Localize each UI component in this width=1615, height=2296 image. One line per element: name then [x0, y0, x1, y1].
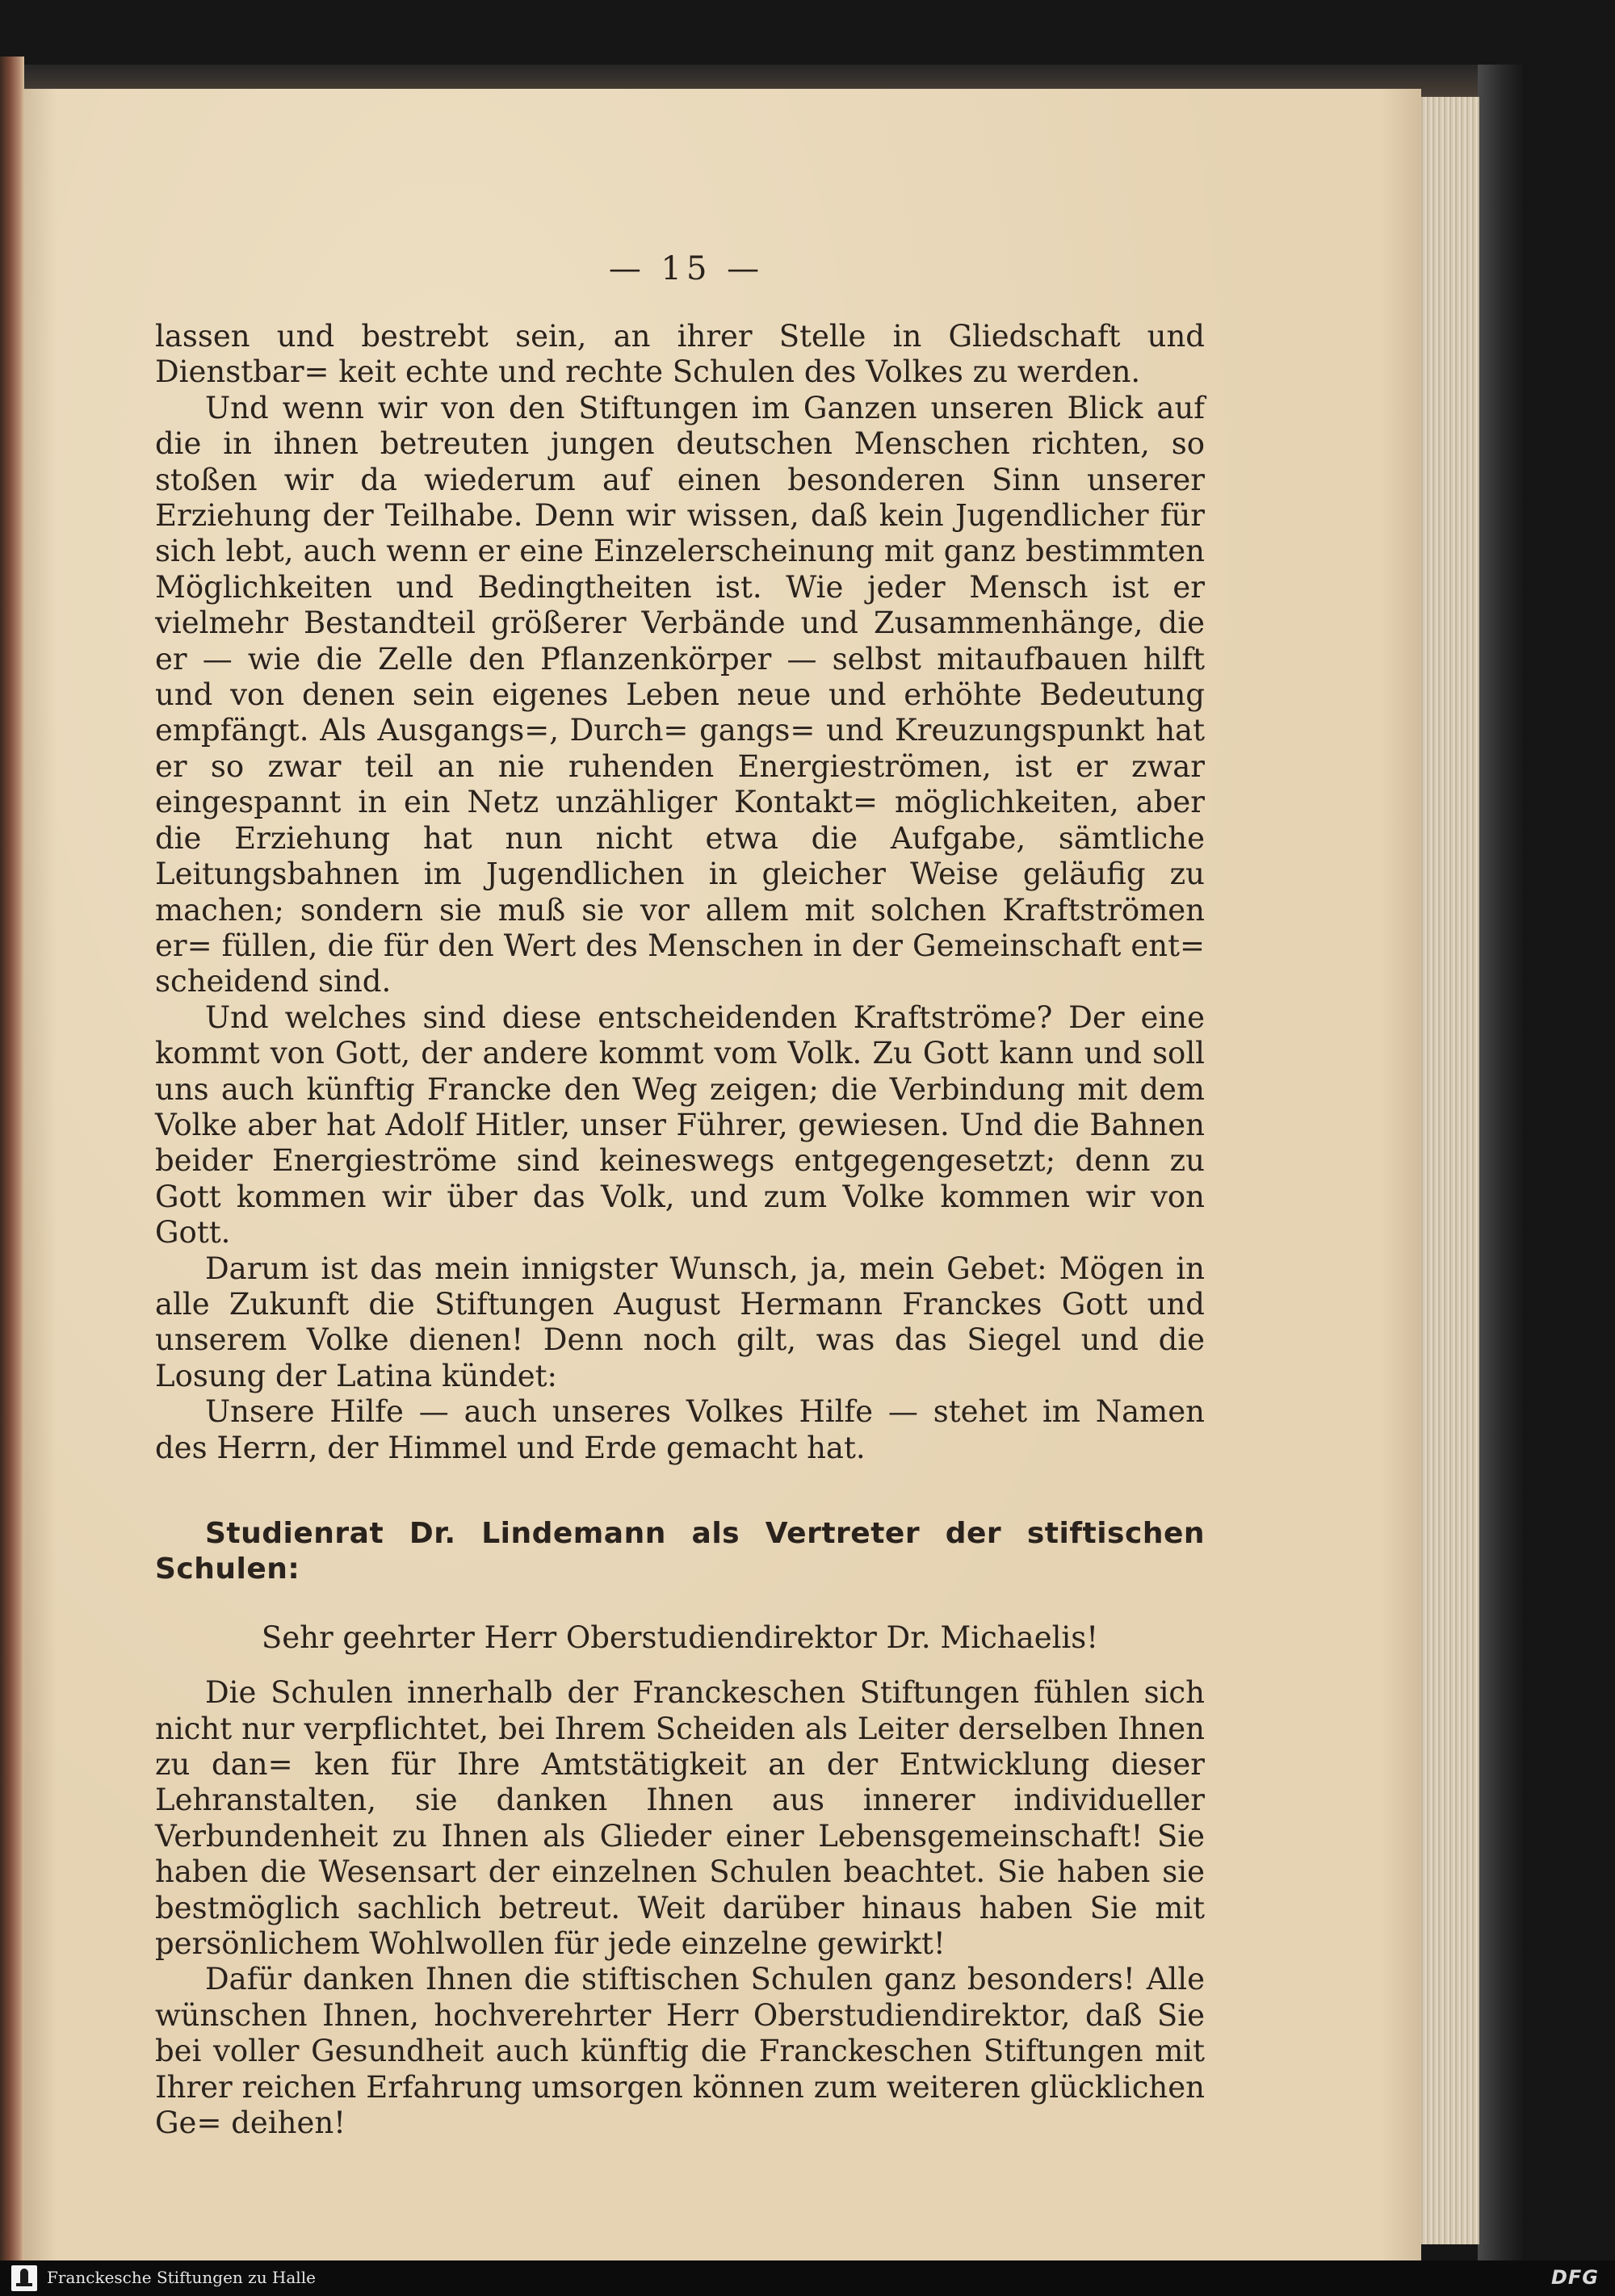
page-number: — 15 —: [608, 250, 765, 287]
paragraph-7: Dafür danken Ihnen die stiftischen Schulen ganz besonders! Alle wünschen Ihnen, hochverehrter Herr Oberstudiendirektor, daß Sie bei voller Gesundheit auch künftig die Franckeschen Stiftungen mit Ihrer reichen Erfahrung umsorgen können zum weiteren glücklichen Ge= deihen!: [155, 1962, 1205, 2141]
book-page: [24, 89, 1421, 2269]
salutation: Sehr geehrter Herr Oberstudiendirektor Dr. Michaelis!: [261, 1619, 1099, 1655]
page-body: [155, 319, 1205, 2142]
paragraph-6: Die Schulen innerhalb der Franckeschen Stiftungen fühlen sich nicht nur verpflichtet, bei Ihrem Scheiden als Leiter derselben Ihnen zu dan= ken für Ihre Amtstätigkeit an der Entwicklung dieser Lehranstalten, sie danken Ihnen aus innerer individueller Verbundenheit zu Ihnen als Glieder einer Lebensgemeinschaft! Sie haben die Wesensart der einzelnen Schulen beachtet. Sie haben sie bestmöglich sachlich betreut. Weit darüber hinaus haben Sie mit persönlichem Wohlwollen für jede einzelne gewirkt!: [155, 1675, 1205, 1962]
book-spine: [1478, 65, 1526, 2293]
paragraph-4: Darum ist das mein innigster Wunsch, ja, mein Gebet: Mögen in alle Zukunft die Stiftungen August Hermann Franckes Gott und unserem Volke dienen! Denn noch gilt, was das Siegel und die Losung der Latina kündet:: [155, 1251, 1205, 1393]
book-cover-left: [0, 57, 24, 2285]
paragraph-2: Und wenn wir von den Stiftungen im Ganzen unseren Blick auf die in ihnen betreuten jungen deutschen Menschen richten, so stoßen wir da wiederum auf einen besonderen Sinn unserer Erziehung der Teilhabe. Denn wir wissen, daß kein Jugendlicher für sich lebt, auch wenn er eine Einzelerscheinung mit ganz bestimmten Möglichkeiten und Bedingtheiten ist. Wie jeder Mensch ist er vielmehr Bestandteil größerer Verbände und Zusammenhänge, die er — wie die Zelle den Pflanzenkörper — selbst mitaufbauen hilft und von denen sein eigenes Leben neue und erhöhte Bedeutung empfängt. Als Ausgangs=, Durch= gangs= und Kreuzungspunkt hat er so zwar teil an nie ruhenden Energieströmen, ist er zwar eingespannt in ein Netz unzähliger Kontakt= möglichkeiten, aber die Erziehung hat nun nicht etwa die Aufgabe, sämtliche Leitungsbahnen im Jugendlichen in gleicher Weise geläufig zu machen; sondern sie muß sie vor allem mit solchen Kraftströmen er= füllen, die für den Wert des Menschen in der Gemeinschaft ent= scheidend sind.: [155, 390, 1205, 999]
viewer-footer: [0, 2260, 1615, 2296]
institution-logo-icon: [11, 2265, 37, 2291]
paragraph-3: Und welches sind diese entscheidenden Kraftströme? Der eine kommt von Gott, der andere kommt vom Volk. Zu Gott kann und soll uns auch künftig Francke den Weg zeigen; die Verbindung mit dem Volke aber hat Adolf Hitler, unser Führer, gewiesen. Und die Bahnen beider Energieströme sind keineswegs entgegengesetzt; denn zu Gott kommen wir über das Volk, und zum Volke kommen wir von Gott.: [155, 999, 1205, 1251]
speaker-heading: Studienrat Dr. Lindemann als Vertreter der stiftischen Schulen:: [155, 1517, 1205, 1586]
paragraph-1: lassen und bestrebt sein, an ihrer Stelle in Gliedschaft und Dienstbar= keit echte und rechte Schulen des Volkes zu werden.: [155, 319, 1205, 390]
paragraph-5: Unsere Hilfe — auch unseres Volkes Hilfe — stehet im Namen des Herrn, der Himmel und Erde gemacht hat.: [155, 1394, 1205, 1465]
institution-name: Franckesche Stiftungen zu Halle: [47, 2268, 316, 2287]
dfg-logo: DFG: [1550, 2266, 1599, 2289]
